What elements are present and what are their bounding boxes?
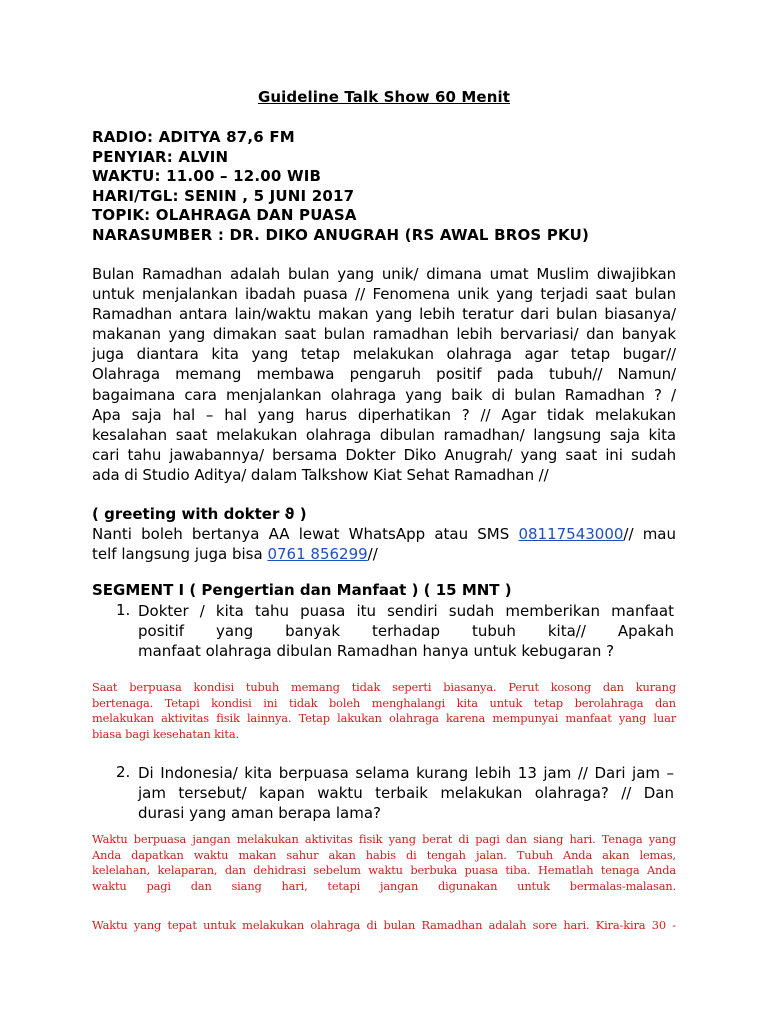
sms-number-link[interactable]: 08117543000 <box>518 525 624 543</box>
header-block <box>92 128 692 245</box>
answer-1 <box>92 680 676 742</box>
intro-line: bagaimana cara menjalankan olahraga yang baik di bulan Ramadhan ? / <box>92 385 676 404</box>
question-line: positif yang banyak terhadap tubuh kita// Apakah <box>138 622 674 640</box>
answer-3 <box>92 918 676 934</box>
answer-line: biasa bagi kesehatan kita. <box>92 726 239 741</box>
question-line: Dokter / kita tahu puasa itu sendiri sudah memberikan manfaat <box>138 602 674 620</box>
intro-line: Ramadhan antara lain/waktu makan yang lebih teratur dari bulan biasanya/ <box>92 305 676 324</box>
intro-line: Olahraga memang membawa pengaruh positif pada tubuh// Namun/ <box>92 365 676 384</box>
intro-line: juga diantara kita yang tetap melakukan olahraga agar tetap bugar// <box>92 345 676 364</box>
contact-text: Nanti boleh bertanya AA lewat WhatsApp atau SMS <box>92 525 519 543</box>
header-date: HARI/TGL: SENIN , 5 JUNI 2017 <box>92 186 355 205</box>
answer-line: melakukan aktivitas fisik lainnya. Tetap lakukan olahraga karena mempunyai manfaat yang luar <box>92 711 676 726</box>
question-line: durasi yang aman berapa lama? <box>138 804 381 822</box>
intro-paragraph <box>92 264 676 485</box>
question-line: jam tersebut/ kapan waktu terbaik melakukan olahraga? // Dan <box>138 784 674 802</box>
answer-line: bertenaga. Tetapi kondisi ini tidak boleh menghalangi kita untuk tetap berolahraga dan <box>92 695 676 710</box>
phone-number-link[interactable]: 0761 856299 <box>267 545 368 563</box>
question-number: 1. <box>116 601 131 619</box>
question-line: Di Indonesia/ kita berpuasa selama kurang lebih 13 jam // Dari jam – <box>138 764 674 782</box>
intro-line: kesalahan saat melakukan olahraga dibulan ramadhan/ langsung saja kita <box>92 425 676 444</box>
intro-line: untuk menjalankan ibadah puasa // Fenomena unik yang terjadi saat bulan <box>92 285 676 304</box>
answer-line: Waktu yang tepat untuk melakukan olahraga di bulan Ramadhan adalah sore hari. Kira-kira 30 - <box>92 918 676 932</box>
contact-text: telf langsung juga bisa <box>92 545 268 563</box>
contact-paragraph <box>92 524 676 564</box>
answer-line: Saat berpuasa kondisi tubuh memang tidak seperti biasanya. Perut kosong dan kurang <box>92 680 676 694</box>
greeting-note: ( greeting with dokter ϑ ) <box>92 505 307 523</box>
intro-line: cari tahu jawabannya/ bersama Dokter Diko Anugrah/ yang saat ini sudah <box>92 445 676 464</box>
contact-tail: // mau <box>623 525 677 543</box>
header-topic: TOPIK: OLAHRAGA DAN PUASA <box>92 206 357 224</box>
header-radio: RADIO: ADITYA 87,6 FM <box>92 128 295 146</box>
document-title: Guideline Talk Show 60 Menit <box>257 88 510 106</box>
header-time: WAKTU: 11.00 – 12.00 WIB <box>92 167 322 185</box>
contact-line-2 <box>92 544 676 564</box>
header-host: PENYIAR: ALVIN <box>92 147 229 166</box>
question-number: 2. <box>116 763 131 781</box>
answer-line: waktu pagi dan siang hari, tetapi jangan digunakan untuk bermalas-malasan. <box>92 878 676 893</box>
intro-line: ada di Studio Aditya/ dalam Talkshow Kiat Sehat Ramadhan // <box>92 465 549 484</box>
contact-tail: // <box>367 545 378 563</box>
intro-line: Bulan Ramadhan adalah bulan yang unik/ dimana umat Muslim diwajibkan <box>92 265 676 283</box>
question-1 <box>138 601 674 661</box>
segment-heading: SEGMENT I ( Pengertian dan Manfaat ) ( 15 MNT ) <box>92 581 512 599</box>
intro-line: makanan yang dimakan saat bulan ramadhan lebih bervariasi/ dan banyak <box>92 325 676 344</box>
header-guest: NARASUMBER : DR. DIKO ANUGRAH (RS AWAL BROS PKU) <box>92 225 590 244</box>
answer-line: Waktu berpuasa jangan melakukan aktivitas fisik yang berat di pagi dan siang hari. Tenaga yang <box>92 832 676 846</box>
intro-line: Apa saja hal – hal yang harus diperhatikan ? // Agar tidak melakukan <box>92 405 676 424</box>
question-line: manfaat olahraga dibulan Ramadhan hanya untuk kebugaran ? <box>138 642 615 660</box>
answer-line: kelelahan, kelaparan, dan dehidrasi sebelum waktu berbuka puasa tiba. Hematlah tenaga Anda <box>92 863 676 878</box>
answer-2 <box>92 832 676 894</box>
answer-line: Anda dapatkan waktu makan sahur akan habis di tengah jalan. Tubuh Anda akan lemas, <box>92 847 676 862</box>
question-2 <box>138 763 674 823</box>
contact-line-1 <box>92 524 676 544</box>
